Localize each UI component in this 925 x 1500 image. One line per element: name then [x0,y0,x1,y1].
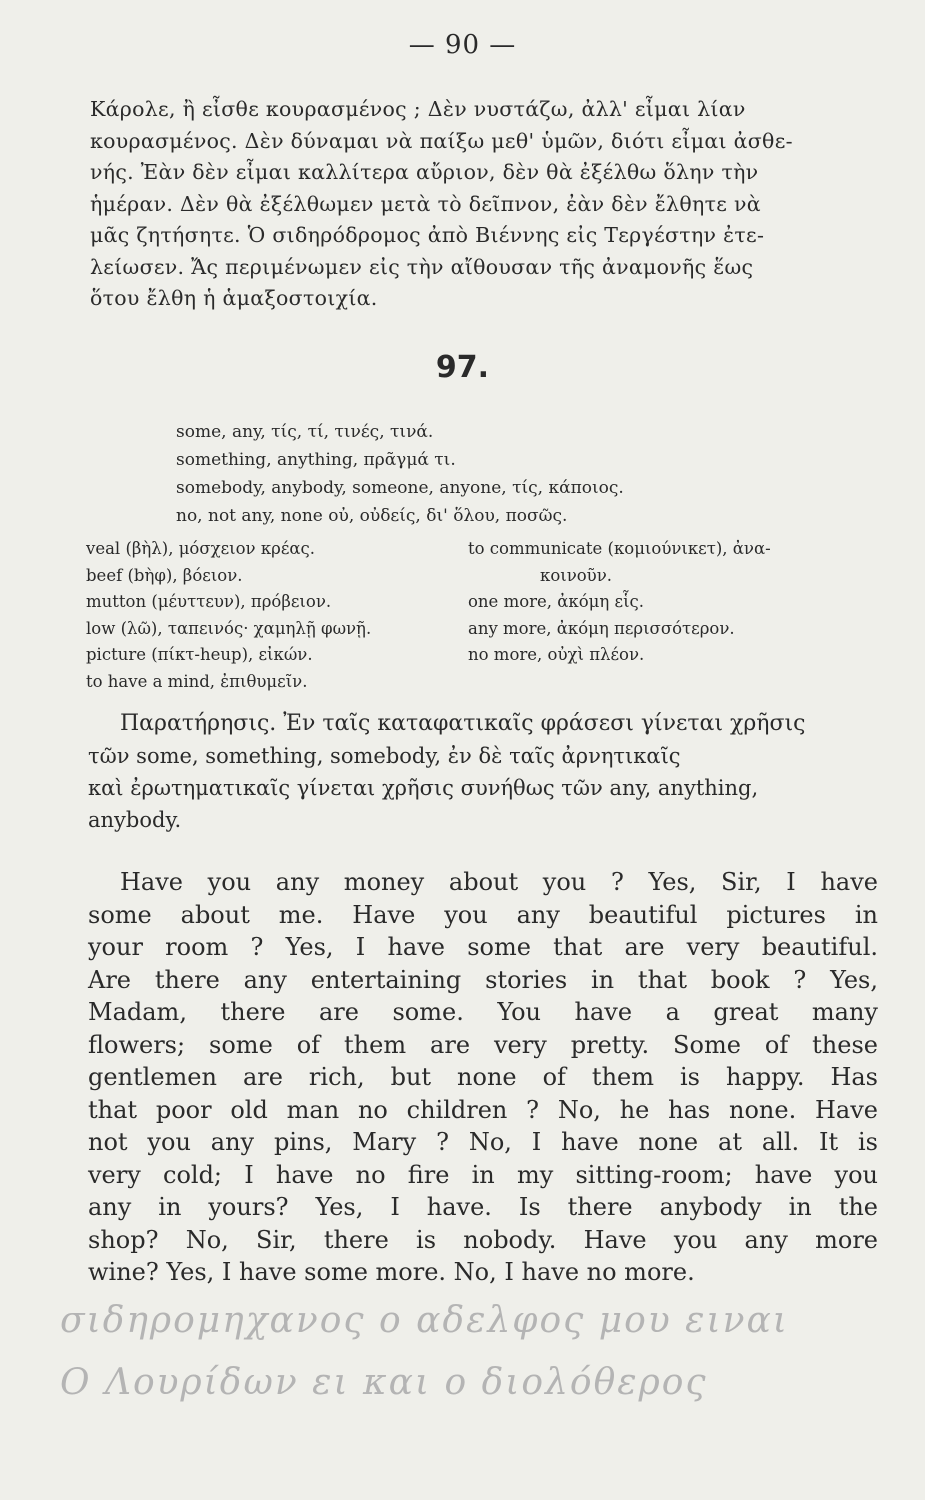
handwritten-line: σιδηρομηχανος ο αδελφος μου ειναι [60,1300,789,1341]
text-line: gentlemen are rich, but none of them is happy. Has [88,1063,878,1091]
text-line: νής. Ἐὰν δὲν εἶμαι καλλίτερα αὔριον, δὲν θὰ ἐξέλθω ὅλην τὴν [90,160,759,184]
text-line: anybody. [88,808,182,832]
text-line: that poor old man no children ? No, he has none. Have [88,1095,878,1124]
word-list-left-column [86,536,371,695]
handwritten-note [60,1290,880,1414]
text-line: flowers; some of them are very pretty. Some of these [88,1030,878,1059]
vocabulary-line: some, any, τίς, τί, τινές, τινά. [176,422,434,442]
word-entry: beef (bὴφ), βόειον. [86,565,243,585]
text-line: ὅτου ἔλθη ἡ ἁμαξοστοιχία. [90,286,378,310]
vocabulary-line: no, not any, none οὐ, οὐδείς, δι' ὅλου, ποσῶς. [176,506,568,526]
text-line: your room ? Yes, I have some that are very beautiful. [88,933,878,961]
text-line: ἡμέραν. Δὲν θὰ ἐξέλθωμεν μετὰ τὸ δεῖπνον, ἐὰν δὲν ἔλθητε νὰ [90,191,761,216]
text-line: Παρατήρησις. Ἐν ταῖς καταφατικαῖς φράσεσι γίνεται χρῆσις [120,711,806,736]
text-line: not you any pins, Mary ? No, I have none at all. It is [88,1128,878,1156]
text-line: some about me. Have you any beautiful pictures in [88,900,878,929]
text-line: Κάρολε, ἢ εἶσθε κουρασμένος ; Δὲν νυστάζω, ἀλλ' εἶμαι λίαν [90,97,746,121]
word-entry: any more, ἀκόμη περισσότερον. [468,618,735,638]
text-line: Are there any entertaining stories in that book ? Yes, [88,965,878,994]
word-list-right-column [468,536,771,669]
word-entry: mutton (μέυττευν), πρόβειον. [86,592,332,611]
word-entry: veal (βὴλ), μόσχειον κρέας. [86,539,316,558]
greek-paragraph [90,94,880,315]
word-entry-continuation: κοινοῦν. [540,565,612,585]
word-entry: one more, ἀκόμη εἷς. [468,592,645,611]
english-exercise [88,866,878,1289]
word-entry: low (λῶ), ταπεινός· χαμηλῇ φωνῇ. [86,618,372,638]
observation-note [88,708,880,836]
text-line: κουρασμένος. Δὲν δύναμαι νὰ παίξω μεθ' ὑμῶν, διότι εἶμαι ἀσθε- [90,128,793,153]
text-line: very cold; I have no fire in my sitting-room; have you [88,1160,878,1189]
text-line: Madam, there are some. You have a great many [88,998,878,1026]
text-line: any in yours? Yes, I have. Is there anybody in the [88,1193,878,1221]
word-entry: to communicate (κομιούνικετ), ἀνα- [468,539,771,558]
vocabulary-list [176,418,624,530]
text-line: λείωσεν. Ἄς περιμένωμεν εἰς τὴν αἴθουσαν τῆς ἀναμονῆς ἕως [90,254,754,279]
vocabulary-line: somebody, anybody, someone, anyone, τίς, κάποιος. [176,478,624,498]
handwritten-line: Ο Λουρίδων ει και ο διολόθερος [60,1362,708,1403]
text-line: τῶν some, something, somebody, ἐν δὲ ταῖς ἀρνητικαῖς [88,744,681,768]
word-entry: to have a mind, ἐπιθυμεῖν. [86,671,308,691]
vocabulary-line: something, anything, πρᾶγμά τι. [176,450,456,470]
text-line: wine? Yes, I have some more. No, I have no more. [88,1258,695,1286]
word-entry: picture (πίκτ-heup), εἰκών. [86,645,313,664]
lesson-number: 97. [435,350,490,385]
text-line: μᾶς ζητήσητε. Ὁ σιδηρόδρομος ἀπὸ Βιέννης εἰς Τεργέστην ἐτε- [90,223,765,247]
page-number: — 90 — [408,30,517,60]
text-line: shop? No, Sir, there is nobody. Have you any more [88,1225,878,1254]
text-line: Have you any money about you ? Yes, Sir, I have [120,868,878,896]
text-line: καὶ ἐρωτηματικαῖς γίνεται χρῆσις συνήθως τῶν any, anything, [88,776,759,800]
word-entry: no more, οὐχὶ πλέον. [468,645,645,664]
